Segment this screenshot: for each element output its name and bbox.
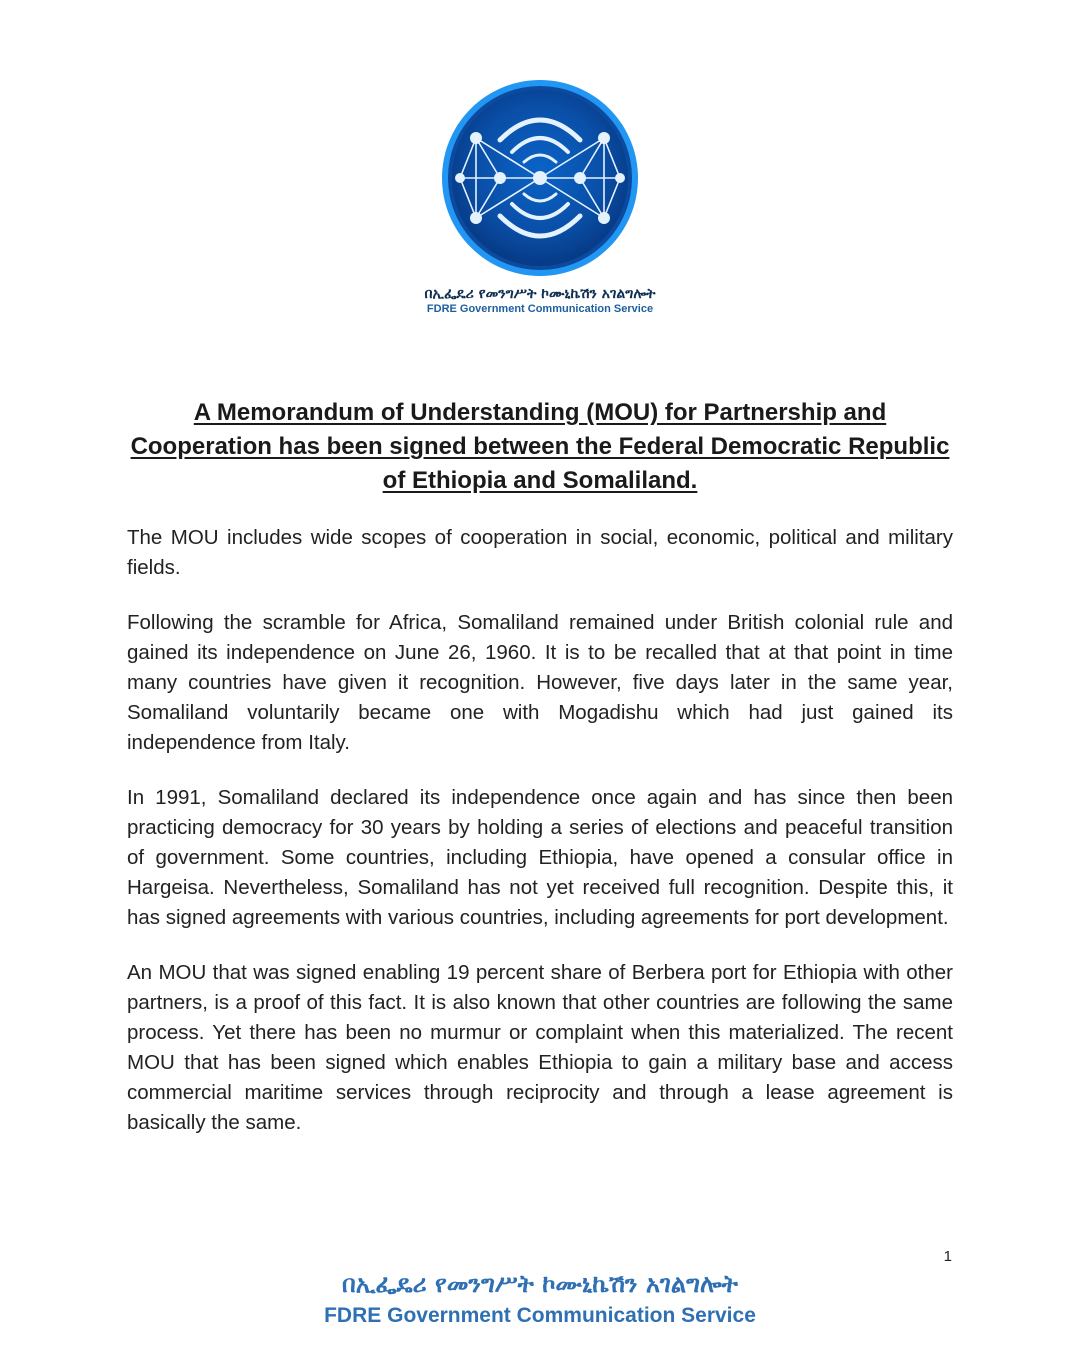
- organization-logo: [370, 78, 710, 318]
- document-title: A Memorandum of Understanding (MOU) for Partnership and Cooperation has been signed between the Federal Democratic Republic of Ethiopia and Somaliland.: [130, 399, 950, 494]
- footer-org-name-amharic: በኢፌዴሪ የመንግሥት ኮሙኒኬሽን አገልግሎት: [342, 1270, 738, 1298]
- paragraph-3: In 1991, Somaliland declared its independence once again and has since then been practicing democracy for 30 years by holding a series of elections and peaceful transition of government. Some countries, including Ethiopia, have opened a consular office in Hargeisa. Nevertheless, Somaliland has not yet received full recognition. Despite this, it has signed agreements with various countries, including agreements for port development.: [127, 786, 953, 929]
- communication-service-emblem-icon: [440, 78, 640, 278]
- logo-org-name-english: FDRE Government Communication Service: [426, 303, 654, 315]
- footer-org-name-english: FDRE Government Communication Service: [324, 1304, 756, 1327]
- paragraph-4: An MOU that was signed enabling 19 percent share of Berbera port for Ethiopia with other partners, is a proof of this fact. It is also known that other countries are following the same process. Yet there has been no murmur or complaint when this materialized. The recent MOU that has been signed which enables Ethiopia to gain a military base and access commercial maritime services through reciprocity and through a lease agreement is basically the same.: [127, 961, 953, 1134]
- document-body: [127, 523, 953, 1163]
- paragraph-1: The MOU includes wide scopes of cooperation in social, economic, political and military fields.: [127, 526, 953, 579]
- logo-org-name-amharic: በኢፌዴሪ የመንግሥት ኮሙኒኬሽን አገልግሎት: [424, 286, 656, 302]
- page-number: 1: [943, 1248, 952, 1265]
- paragraph-2: Following the scramble for Africa, Somaliland remained under British colonial rule and gained its independence on June 26, 1960. It is to be recalled that at that point in time many countries have given it recognition. However, five days later in the same year, Somaliland voluntarily became one with Mogadishu which had just gained its independence from Italy.: [127, 611, 953, 754]
